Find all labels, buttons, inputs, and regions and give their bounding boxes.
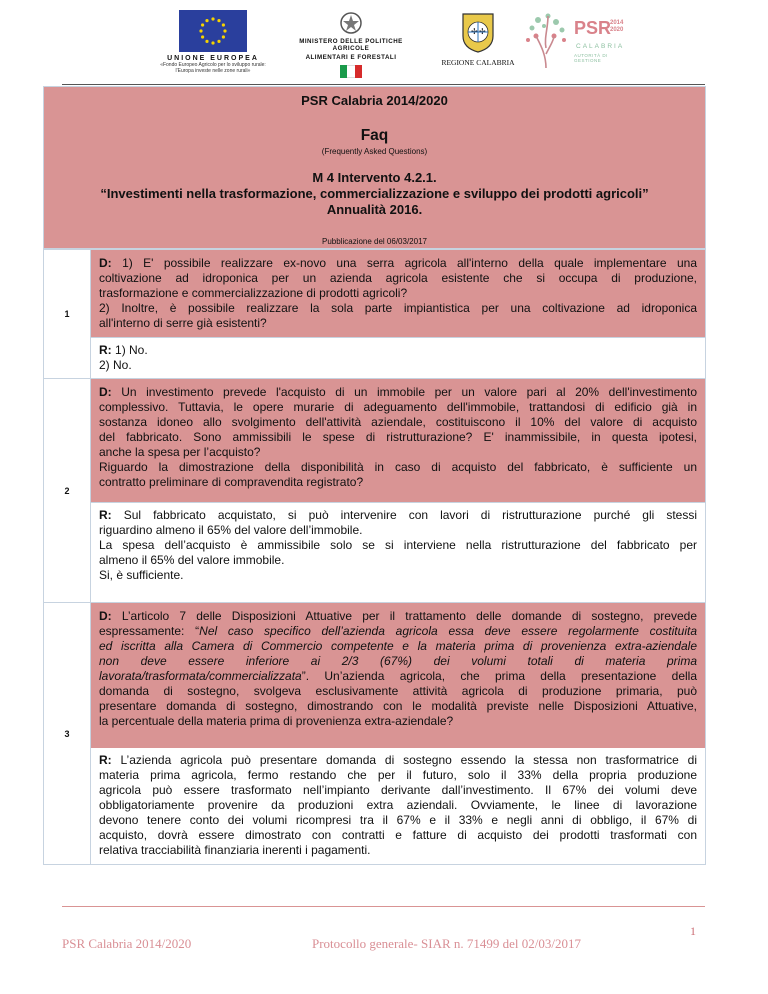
footer-protocol: Protocollo generale- SIAR n. 71499 del 02/03/2017 xyxy=(312,936,581,951)
answer-line: relativa tracciabilità finanziaria inerenti i pagamenti. xyxy=(99,843,371,857)
measure-line-3: Annualità 2016. xyxy=(326,202,423,217)
question-text: 1) E' possibile realizzare ex-novo una serra agricola all'interno della quale implementare una xyxy=(122,256,697,270)
answer-text: Sul fabbricato acquistato, si può intervenire con lavori di ristrutturazione purché gli stessi xyxy=(123,508,698,522)
question-line: contratto preliminare di compravendita registrato? xyxy=(99,475,364,489)
faq-question xyxy=(91,250,705,337)
answer-line: almeno il 65% del valore immobile. xyxy=(99,553,285,567)
question-label: D: xyxy=(99,609,112,623)
question-text: Un investimento prevede l'acquisto di un immobile per un valore pari al 20% dell'investimento xyxy=(121,385,697,399)
answer-label: R: xyxy=(99,508,112,522)
question-line: trasformazione e commercializzazione di prodotti agricoli? xyxy=(99,286,408,300)
faq-title: Faq xyxy=(360,127,389,144)
question-quote-line: non deve essere inferiore ai 2/3 (67%) dei volumi totali di materia prima xyxy=(99,654,697,668)
ministry-logo xyxy=(284,10,418,78)
faq-question xyxy=(91,379,705,502)
answer-line: riguardino almeno il 65% del valore dell’immobile. xyxy=(99,523,363,537)
question-line xyxy=(99,669,697,684)
eu-subtitle-2: l'Europa investe nelle zone rurali» xyxy=(175,68,251,74)
psr-logo-years xyxy=(610,20,623,34)
footer-program: PSR Calabria 2014/2020 xyxy=(62,936,192,951)
faq-number: 3 xyxy=(44,603,91,864)
page-number: 1 xyxy=(690,924,696,938)
answer-label: R: xyxy=(99,753,112,767)
faq-number: 1 xyxy=(44,250,91,378)
answer-line xyxy=(99,753,697,768)
faq-row-2 xyxy=(44,378,705,602)
question-line: 2) Inoltre, è possibile realizzare la sola parte impiantistica per una coltivazione ad idroponica xyxy=(99,301,697,315)
question-line: Riguardo la dimostrazione della disponibilità in caso di acquisto del fabbricato, è sufficiente un xyxy=(99,460,697,474)
question-line: anche la spesa per l’acquisto? xyxy=(99,445,261,459)
faq-content xyxy=(91,379,705,602)
psr-logo xyxy=(518,10,625,76)
faq-question xyxy=(91,603,705,748)
question-line: coltivazione ad idroponica per un azienda agricola esistente che si occupa di produzione, xyxy=(99,271,697,285)
question-line: sostanza idoneo allo svolgimento dell'attività aziendale, costituiscono il 10% del valore di acquisto xyxy=(99,415,697,429)
eu-subtitle-1: «Fondo Europeo Agricolo per lo sviluppo rurale: xyxy=(160,62,266,68)
question-text: espressamente: “ xyxy=(99,624,200,638)
answer-line: agricola può essere trasformato nell’impianto derivante dall’investimento. Il 67% dei volumi deve xyxy=(99,783,697,797)
measure-line-2: “Investimenti nella trasformazione, commercializzazione e sviluppo dei prodotti agricoli” xyxy=(100,186,649,201)
psr-logo-year-end: 2020 xyxy=(610,27,624,33)
faq-row-3 xyxy=(44,602,705,864)
question-line: all'interno di serre già esistenti? xyxy=(99,316,267,330)
faq-content xyxy=(91,250,705,378)
question-line: domanda di sostegno, svolgeva esclusivamente attività agricola di produzione primaria, può xyxy=(99,684,697,698)
answer-line: obbligatoriamente provenire da produzioni extra aziendali. Ovviamente, le linee di lavorazione xyxy=(99,798,697,812)
italian-flag-icon xyxy=(340,65,362,78)
answer-line: acquisto, dovrà essere dimostrato con contratti e fatture di acquisto dei prodotti trasformati con xyxy=(99,828,697,842)
header-divider xyxy=(62,84,705,85)
italian-emblem-icon xyxy=(338,10,364,36)
question-quote: lavorata/trasformata/commercializzata xyxy=(99,669,302,683)
faq-answer xyxy=(91,337,705,378)
eu-logo xyxy=(150,10,276,74)
question-text: ”. Un’azienda agricola, che prima della presentazione della xyxy=(301,669,697,683)
question-quote-line: ed iscritta alla Camera di Commercio competente e la materia prima di provenienza extra-aziendale xyxy=(99,639,697,653)
answer-label: R: xyxy=(99,343,112,357)
measure-line-1: M 4 Intervento 4.2.1. xyxy=(312,170,437,185)
eu-flag-icon xyxy=(179,10,247,52)
faq-table xyxy=(43,86,706,865)
question-label: D: xyxy=(99,385,112,399)
logos-header xyxy=(0,10,768,76)
question-line: complessivo. Tuttavia, le opere murarie di adeguamento dell'immobile, trattandosi di edificio già in xyxy=(99,400,697,414)
question-label: D: xyxy=(99,256,112,270)
question-line: la percentuale della materia prima di provenienza extra-aziendale? xyxy=(99,714,454,728)
answer-line xyxy=(99,343,697,358)
psr-logo-year-start: 2014 xyxy=(610,20,624,26)
region-emblem-icon xyxy=(459,10,497,54)
question-line xyxy=(99,385,697,400)
footer-divider xyxy=(62,906,705,907)
program-title: PSR Calabria 2014/2020 xyxy=(301,93,448,108)
answer-line: La spesa dell’acquisto è ammissibile solo se si interviene nella ristrutturazione del fabbricato per xyxy=(99,538,697,552)
answer-text: L’azienda agricola può presentare domanda di sostegno essendo la stessa non trasformatrice di xyxy=(120,753,697,767)
measure-title xyxy=(44,170,705,218)
ministry-line-1: MINISTERO DELLE POLITICHE AGRICOLE xyxy=(299,38,403,52)
question-line xyxy=(99,624,697,639)
answer-line: devono tenere conto dei volumi ricompresi tra il 67% e il 33% e negli anni di obbligo, il 67% di xyxy=(99,813,697,827)
question-line: presentare domanda di sostegno, dimostrando con le modalità previste nelle Disposizioni Attuative, xyxy=(99,699,697,713)
faq-answer xyxy=(91,502,705,588)
question-line: del fabbricato. Sono ammissibili le spese di ristrutturazione? E' inammissibile, in questa ipotesi, xyxy=(99,430,697,444)
question-line xyxy=(99,609,697,624)
eu-title: UNIONE EUROPEA xyxy=(167,55,259,62)
question-text: L’articolo 7 delle Disposizioni Attuative per il trattamento delle domande di sostegno, prevede xyxy=(121,609,697,623)
faq-table-header xyxy=(44,87,705,249)
answer-line: materia prima agricola, fermo restando che per il futuro, solo il 33% della propria produzione xyxy=(99,768,697,782)
question-quote: Nel caso specifico dell’azienda agricola essa deve essere regolarmente costituita xyxy=(199,624,697,638)
region-logo xyxy=(436,10,520,67)
publication-date: Pubblicazione del 06/03/2017 xyxy=(322,237,427,246)
faq-answer xyxy=(91,748,705,863)
psr-logo-text: PSR xyxy=(574,18,612,38)
faq-number: 2 xyxy=(44,379,91,602)
answer-text: 1) No. xyxy=(115,343,148,357)
answer-line xyxy=(99,508,697,523)
region-title: REGIONE CALABRIA xyxy=(441,58,515,67)
psr-logo-region: CALABRIA xyxy=(576,43,625,50)
faq-row-1 xyxy=(44,249,705,378)
question-line xyxy=(99,256,697,271)
faq-content xyxy=(91,603,705,864)
answer-line: 2) No. xyxy=(99,358,132,372)
psr-tree-icon xyxy=(518,10,574,70)
faq-subtitle: (Frequently Asked Questions) xyxy=(321,147,428,156)
ministry-line-2: ALIMENTARI E FORESTALI xyxy=(305,54,397,61)
psr-logo-authority: AUTORITÀ DI GESTIONE xyxy=(574,53,608,63)
answer-line: Si, è sufficiente. xyxy=(99,568,184,582)
